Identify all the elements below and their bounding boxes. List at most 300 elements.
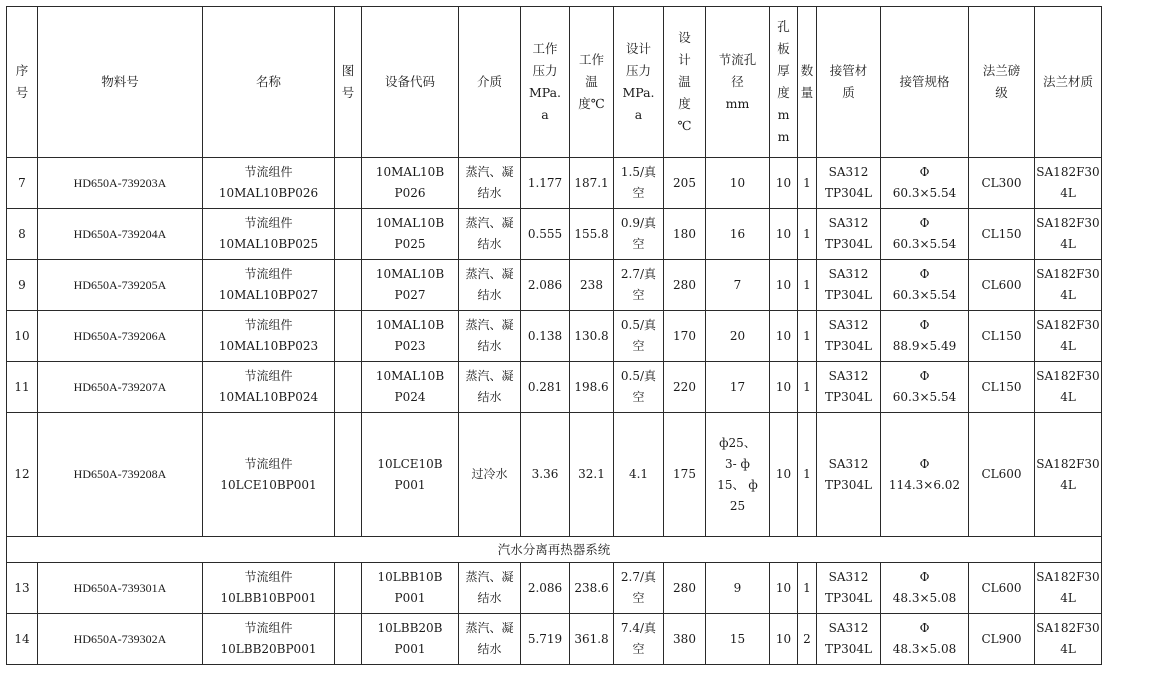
header-line: 设备代码 <box>384 74 435 89</box>
cell-pipe-material <box>817 614 881 665</box>
cell-orifice-dia-line: 9 <box>733 580 742 595</box>
cell-quantity: 2 <box>798 614 817 665</box>
cell-pipe-material-line: SA312 <box>828 369 869 383</box>
cell-pipe-material-line: SA312 <box>828 456 869 471</box>
table-row <box>7 563 1102 614</box>
cell-medium-line: 结水 <box>477 186 502 200</box>
header-line: 法兰磅 <box>982 63 1021 78</box>
table-row <box>7 311 1102 362</box>
cell-no: 8 <box>7 209 38 260</box>
cell-work-temp: 155.8 <box>570 209 614 260</box>
cell-name <box>203 362 335 413</box>
header-design-pressure <box>614 7 664 158</box>
cell-design-temp: 205 <box>664 158 706 209</box>
cell-pipe-material <box>817 158 881 209</box>
cell-work-pressure: 0.281 <box>521 362 570 413</box>
cell-pipe-spec-line: Φ <box>919 267 930 281</box>
cell-orifice-dia <box>706 260 770 311</box>
cell-design-pressure-line: 1.5/真 <box>620 165 657 179</box>
cell-pipe-spec-line: Φ <box>919 570 930 584</box>
cell-orifice-dia-line: 20 <box>729 328 746 343</box>
cell-equipment-code-line: P023 <box>394 339 426 353</box>
cell-medium <box>459 158 521 209</box>
cell-pipe-material-line: TP304L <box>825 339 872 353</box>
header-line: ℃ <box>677 118 692 133</box>
cell-flange-material <box>1035 311 1102 362</box>
cell-pipe-spec <box>881 614 969 665</box>
cell-quantity: 1 <box>798 362 817 413</box>
cell-flange-material <box>1035 209 1102 260</box>
cell-flange-material-line: 4L <box>1060 288 1076 302</box>
cell-design-temp: 170 <box>664 311 706 362</box>
cell-design-pressure-line: 2.7/真 <box>620 267 657 281</box>
cell-medium-line: 结水 <box>477 591 502 605</box>
cell-work-temp: 187.1 <box>570 158 614 209</box>
header-line: 孔 <box>777 19 790 34</box>
cell-flange-material-line: 4L <box>1060 237 1076 251</box>
cell-quantity: 1 <box>798 563 817 614</box>
cell-no: 14 <box>7 614 38 665</box>
cell-equipment-code <box>362 158 459 209</box>
cell-design-pressure-line: 0.5/真 <box>620 369 657 383</box>
cell-equipment-code-line: P027 <box>394 288 426 302</box>
cell-medium-line: 蒸汽、凝 <box>465 318 514 332</box>
cell-drawing-no <box>335 209 362 260</box>
cell-pipe-material <box>817 311 881 362</box>
header-line: 介质 <box>476 74 502 89</box>
cell-drawing-no <box>335 362 362 413</box>
cell-design-pressure <box>614 209 664 260</box>
cell-name-line: 10MAL10BP026 <box>218 186 319 200</box>
header-line: 压力 <box>625 63 651 78</box>
cell-plate-thickness: 10 <box>770 209 798 260</box>
cell-plate-thickness: 10 <box>770 311 798 362</box>
section-row <box>7 537 1102 563</box>
cell-flange-material-line: SA182F30 <box>1036 456 1100 471</box>
cell-name-line: 10MAL10BP027 <box>218 288 319 302</box>
cell-work-pressure: 1.177 <box>521 158 570 209</box>
header-line: 计 <box>678 52 691 67</box>
cell-no: 11 <box>7 362 38 413</box>
header-line: 压力 <box>532 63 558 78</box>
cell-pipe-material-line: SA312 <box>828 267 869 281</box>
cell-pipe-spec <box>881 209 969 260</box>
cell-flange-class: CL300 <box>969 158 1035 209</box>
cell-design-pressure-line: 空 <box>632 288 645 302</box>
header-pipe-material <box>817 7 881 158</box>
cell-work-pressure: 0.555 <box>521 209 570 260</box>
cell-no: 7 <box>7 158 38 209</box>
cell-name <box>203 563 335 614</box>
cell-pipe-spec-line: 60.3×5.54 <box>892 237 957 251</box>
cell-medium <box>459 563 521 614</box>
cell-drawing-no <box>335 311 362 362</box>
cell-medium <box>459 260 521 311</box>
cell-equipment-code-line: P001 <box>394 591 426 605</box>
header-pipe-spec <box>881 7 969 158</box>
header-equipment-code <box>362 7 459 158</box>
cell-pipe-material-line: TP304L <box>825 237 872 251</box>
cell-design-pressure-line: 2.7/真 <box>620 570 657 584</box>
cell-pipe-spec <box>881 413 969 537</box>
cell-flange-material-line: SA182F30 <box>1036 318 1100 332</box>
header-name <box>203 7 335 158</box>
orifice-spec-table <box>6 6 1102 665</box>
cell-orifice-dia <box>706 563 770 614</box>
cell-equipment-code-line: 10MAL10B <box>375 216 445 230</box>
header-line: m <box>777 129 790 144</box>
cell-equipment-code-line: 10LBB10B <box>377 570 443 584</box>
cell-design-pressure-line: 4.1 <box>628 467 649 481</box>
cell-plate-thickness: 10 <box>770 158 798 209</box>
cell-name <box>203 209 335 260</box>
cell-equipment-code-line: P024 <box>394 390 426 404</box>
cell-flange-material <box>1035 362 1102 413</box>
cell-flange-class: CL600 <box>969 563 1035 614</box>
cell-pipe-spec-line: Φ <box>919 456 930 471</box>
cell-name-line: 节流组件 <box>244 621 293 635</box>
cell-equipment-code-line: 10MAL10B <box>375 369 445 383</box>
table-row <box>7 413 1102 537</box>
table-row <box>7 362 1102 413</box>
cell-material-no: HD650A-739205A <box>38 260 203 311</box>
cell-pipe-material-line: SA312 <box>828 570 869 584</box>
cell-medium-line: 蒸汽、凝 <box>465 570 514 584</box>
cell-pipe-spec-line: 88.9×5.49 <box>892 339 957 353</box>
cell-design-pressure-line: 空 <box>632 591 645 605</box>
cell-design-pressure-line: 7.4/真 <box>620 621 657 635</box>
header-line: 板 <box>777 41 790 56</box>
header-design-temp <box>664 7 706 158</box>
cell-no: 9 <box>7 260 38 311</box>
header-quantity <box>798 7 817 158</box>
cell-name-line: 节流组件 <box>244 318 293 332</box>
cell-name <box>203 260 335 311</box>
header-line: mm <box>725 96 750 111</box>
header-line: MPa. <box>622 85 655 100</box>
cell-orifice-dia-line: 7 <box>733 277 742 292</box>
cell-flange-class: CL600 <box>969 413 1035 537</box>
cell-flange-material-line: SA182F30 <box>1036 570 1100 584</box>
cell-medium-line: 结水 <box>477 288 502 302</box>
cell-flange-class: CL150 <box>969 311 1035 362</box>
cell-equipment-code-line: P001 <box>394 477 426 492</box>
cell-flange-material-line: SA182F30 <box>1036 621 1100 635</box>
cell-design-pressure-line: 0.9/真 <box>620 216 657 230</box>
cell-pipe-material <box>817 413 881 537</box>
cell-material-no: HD650A-739207A <box>38 362 203 413</box>
cell-orifice-dia-line: 15 <box>729 631 746 646</box>
header-line: 厚 <box>777 63 790 78</box>
footnote-fragment <box>10 669 40 679</box>
cell-design-temp: 280 <box>664 563 706 614</box>
cell-flange-class: CL600 <box>969 260 1035 311</box>
cell-pipe-material <box>817 260 881 311</box>
cell-material-no: HD650A-739208A <box>38 413 203 537</box>
table-row <box>7 260 1102 311</box>
table-row <box>7 209 1102 260</box>
cell-name-line: 10MAL10BP023 <box>218 339 319 353</box>
cell-material-no: HD650A-739302A <box>38 614 203 665</box>
cell-design-pressure <box>614 614 664 665</box>
cell-material-no: HD650A-739204A <box>38 209 203 260</box>
cell-no: 13 <box>7 563 38 614</box>
cell-flange-material-line: 4L <box>1060 390 1076 404</box>
cell-pipe-spec-line: 60.3×5.54 <box>892 288 957 302</box>
cell-pipe-material-line: SA312 <box>828 216 869 230</box>
cell-pipe-material <box>817 209 881 260</box>
cell-pipe-spec-line: Φ <box>919 318 930 332</box>
cell-design-pressure <box>614 413 664 537</box>
header-line: 接管材 <box>829 63 868 78</box>
cell-orifice-dia <box>706 362 770 413</box>
cell-pipe-spec-line: Φ <box>919 216 930 230</box>
cell-orifice-dia-line: 10 <box>729 175 746 190</box>
section-title: 汽水分离再热器系统 <box>7 537 1102 563</box>
cell-medium-line: 过冷水 <box>471 467 508 481</box>
header-line: a <box>634 107 643 122</box>
cell-flange-material-line: SA182F30 <box>1036 369 1100 383</box>
cell-flange-material-line: 4L <box>1060 477 1076 492</box>
cell-orifice-dia-line: 17 <box>729 379 746 394</box>
cell-name-line: 节流组件 <box>244 165 293 179</box>
cell-medium-line: 蒸汽、凝 <box>465 165 514 179</box>
cell-flange-material-line: SA182F30 <box>1036 216 1100 230</box>
header-line: 号 <box>15 85 29 100</box>
cell-name-line: 10LBB20BP001 <box>220 642 317 656</box>
cell-medium <box>459 209 521 260</box>
cell-orifice-dia <box>706 158 770 209</box>
header-no <box>7 7 38 158</box>
cell-quantity: 1 <box>798 158 817 209</box>
cell-orifice-dia-line: 15、 ф <box>717 477 758 492</box>
header-line: m <box>777 107 790 122</box>
cell-design-pressure <box>614 311 664 362</box>
header-line: 度℃ <box>578 96 605 111</box>
cell-name-line: 10MAL10BP025 <box>218 237 319 251</box>
cell-flange-material <box>1035 563 1102 614</box>
header-line: 号 <box>341 85 355 100</box>
cell-design-pressure <box>614 563 664 614</box>
header-work-pressure <box>521 7 570 158</box>
cell-pipe-spec <box>881 260 969 311</box>
cell-pipe-material-line: SA312 <box>828 621 869 635</box>
cell-design-pressure-line: 空 <box>632 642 645 656</box>
cell-equipment-code <box>362 362 459 413</box>
cell-flange-material-line: 4L <box>1060 591 1076 605</box>
cell-orifice-dia <box>706 413 770 537</box>
cell-drawing-no <box>335 158 362 209</box>
cell-flange-material <box>1035 614 1102 665</box>
cell-pipe-spec <box>881 563 969 614</box>
cell-pipe-material-line: TP304L <box>825 477 872 492</box>
header-flange-material <box>1035 7 1102 158</box>
cell-orifice-dia <box>706 209 770 260</box>
header-row <box>7 7 1102 158</box>
cell-work-temp: 198.6 <box>570 362 614 413</box>
cell-no: 12 <box>7 413 38 537</box>
cell-plate-thickness: 10 <box>770 362 798 413</box>
header-line: 名称 <box>255 74 281 89</box>
cell-medium-line: 结水 <box>477 390 502 404</box>
cell-design-temp: 180 <box>664 209 706 260</box>
table-row <box>7 614 1102 665</box>
cell-equipment-code-line: P025 <box>394 237 426 251</box>
cell-material-no: HD650A-739203A <box>38 158 203 209</box>
cell-equipment-code <box>362 260 459 311</box>
cell-material-no: HD650A-739301A <box>38 563 203 614</box>
cell-orifice-dia-line: ф25、 <box>719 435 756 450</box>
cell-pipe-material <box>817 362 881 413</box>
cell-flange-class: CL150 <box>969 362 1035 413</box>
cell-quantity: 1 <box>798 413 817 537</box>
cell-drawing-no <box>335 614 362 665</box>
cell-design-temp: 175 <box>664 413 706 537</box>
cell-design-pressure-line: 空 <box>632 186 645 200</box>
cell-work-pressure: 0.138 <box>521 311 570 362</box>
cell-pipe-material-line: TP304L <box>825 186 872 200</box>
header-line: 工作 <box>532 41 558 56</box>
cell-equipment-code <box>362 614 459 665</box>
header-orifice-dia <box>706 7 770 158</box>
cell-medium-line: 结水 <box>477 237 502 251</box>
cell-pipe-spec-line: Φ <box>919 165 930 179</box>
header-line: 数 <box>800 63 814 78</box>
cell-work-pressure: 5.719 <box>521 614 570 665</box>
cell-design-pressure <box>614 260 664 311</box>
cell-equipment-code-line: 10MAL10B <box>375 267 445 281</box>
cell-work-temp: 130.8 <box>570 311 614 362</box>
cell-design-temp: 380 <box>664 614 706 665</box>
cell-quantity: 1 <box>798 311 817 362</box>
cell-pipe-spec-line: 48.3×5.08 <box>892 642 957 656</box>
cell-design-temp: 220 <box>664 362 706 413</box>
cell-pipe-material-line: TP304L <box>825 642 872 656</box>
cell-flange-material-line: 4L <box>1060 186 1076 200</box>
header-drawing-no <box>335 7 362 158</box>
cell-name-line: 10LCE10BP001 <box>220 477 317 492</box>
cell-name-line: 节流组件 <box>244 369 293 383</box>
header-line: 径 <box>731 74 744 89</box>
cell-equipment-code <box>362 563 459 614</box>
header-line: 级 <box>995 85 1008 100</box>
cell-material-no: HD650A-739206A <box>38 311 203 362</box>
header-work-temp <box>570 7 614 158</box>
cell-pipe-material-line: SA312 <box>828 165 869 179</box>
cell-equipment-code-line: 10MAL10B <box>375 165 445 179</box>
cell-design-pressure <box>614 158 664 209</box>
cell-work-pressure: 2.086 <box>521 563 570 614</box>
cell-drawing-no <box>335 563 362 614</box>
cell-design-temp: 280 <box>664 260 706 311</box>
cell-name-line: 节流组件 <box>244 456 293 471</box>
header-line: 物料号 <box>101 74 139 89</box>
cell-design-pressure-line: 空 <box>632 390 645 404</box>
cell-no: 10 <box>7 311 38 362</box>
cell-pipe-spec <box>881 311 969 362</box>
cell-plate-thickness: 10 <box>770 563 798 614</box>
cell-orifice-dia-line: 25 <box>729 498 746 513</box>
header-line: a <box>541 107 549 122</box>
cell-flange-class: CL900 <box>969 614 1035 665</box>
cell-medium <box>459 614 521 665</box>
cell-work-temp: 32.1 <box>570 413 614 537</box>
cell-pipe-material <box>817 563 881 614</box>
cell-medium-line: 结水 <box>477 339 502 353</box>
header-flange-class <box>969 7 1035 158</box>
cell-pipe-spec-line: Φ <box>919 369 930 383</box>
cell-plate-thickness: 10 <box>770 260 798 311</box>
cell-drawing-no <box>335 413 362 537</box>
cell-work-temp: 238 <box>570 260 614 311</box>
cell-design-pressure-line: 空 <box>632 237 645 251</box>
cell-orifice-dia <box>706 614 770 665</box>
cell-medium-line: 结水 <box>477 642 502 656</box>
header-line: 度 <box>777 85 790 100</box>
table-row <box>7 158 1102 209</box>
header-material-no <box>38 7 203 158</box>
header-line: 度 <box>678 96 691 111</box>
cell-medium <box>459 362 521 413</box>
cell-work-pressure: 2.086 <box>521 260 570 311</box>
cell-pipe-spec <box>881 362 969 413</box>
cell-pipe-material-line: TP304L <box>825 288 872 302</box>
cell-name <box>203 158 335 209</box>
cell-equipment-code <box>362 209 459 260</box>
header-line: 设 <box>678 30 691 45</box>
cell-orifice-dia-line: 16 <box>729 226 746 241</box>
header-line: 量 <box>800 85 814 100</box>
cell-name <box>203 413 335 537</box>
cell-pipe-spec-line: 60.3×5.54 <box>892 390 957 404</box>
cell-pipe-material-line: TP304L <box>825 390 872 404</box>
cell-flange-class: CL150 <box>969 209 1035 260</box>
cell-medium <box>459 413 521 537</box>
header-line: 接管规格 <box>899 74 950 89</box>
header-line: 工作 <box>578 52 604 67</box>
cell-name-line: 节流组件 <box>244 267 293 281</box>
cell-design-pressure-line: 0.5/真 <box>620 318 657 332</box>
header-line: 节流孔 <box>718 52 757 67</box>
cell-name-line: 节流组件 <box>244 570 293 584</box>
cell-flange-material <box>1035 413 1102 537</box>
header-line: 序 <box>15 63 29 78</box>
cell-plate-thickness: 10 <box>770 614 798 665</box>
cell-medium-line: 蒸汽、凝 <box>465 216 514 230</box>
header-line: 图 <box>341 63 355 78</box>
cell-pipe-spec-line: Φ <box>919 621 930 635</box>
cell-medium-line: 蒸汽、凝 <box>465 621 514 635</box>
cell-equipment-code-line: 10LCE10B <box>377 456 443 471</box>
cell-pipe-material-line: SA312 <box>828 318 869 332</box>
cell-orifice-dia-line: 3- ф <box>725 456 750 471</box>
cell-name-line: 10LBB10BP001 <box>220 591 317 605</box>
cell-orifice-dia <box>706 311 770 362</box>
header-line: 设计 <box>625 41 651 56</box>
cell-equipment-code <box>362 311 459 362</box>
cell-flange-material-line: 4L <box>1060 339 1076 353</box>
header-line: 温 <box>678 74 691 89</box>
cell-pipe-material-line: TP304L <box>825 591 872 605</box>
cell-work-temp: 238.6 <box>570 563 614 614</box>
header-medium <box>459 7 521 158</box>
cell-plate-thickness: 10 <box>770 413 798 537</box>
cell-drawing-no <box>335 260 362 311</box>
cell-quantity: 1 <box>798 260 817 311</box>
cell-medium <box>459 311 521 362</box>
cell-name-line: 10MAL10BP024 <box>218 390 319 404</box>
header-plate-thickness <box>770 7 798 158</box>
